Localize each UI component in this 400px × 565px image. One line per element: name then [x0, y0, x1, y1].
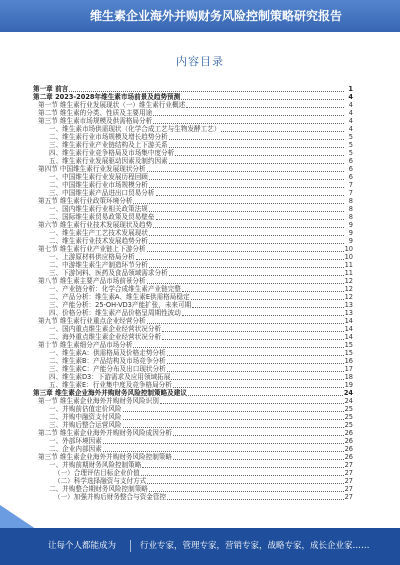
toc-entry[interactable] — [33, 437, 353, 445]
toc-entry[interactable] — [33, 381, 353, 389]
toc-entry-title: 一、并购前估值定价风险 — [49, 405, 122, 413]
toc-entry-page-number: 14 — [344, 317, 353, 325]
toc-entry-title: 一、产业链分析：化学合成维生素产业链完整 — [49, 285, 181, 293]
toc-entry[interactable] — [33, 109, 353, 117]
toc-entry-title: 一、中国维生素行业发展历程回顾 — [49, 173, 148, 181]
dot-leader — [169, 147, 344, 148]
toc-entry[interactable] — [33, 261, 353, 269]
toc-entry[interactable] — [33, 221, 353, 229]
toc-entry-title: 二、国际维生素贸易政策及贸易壁垒 — [49, 213, 155, 221]
toc-entry[interactable] — [33, 229, 353, 237]
toc-entry-page-number: 5 — [348, 149, 353, 157]
dot-leader — [173, 387, 344, 388]
toc-list — [33, 85, 353, 501]
dot-leader — [133, 203, 344, 204]
toc-entry-title: 第七节 维生素行业产业链上下游分析 — [38, 245, 146, 253]
dot-leader — [153, 115, 344, 116]
dot-leader — [149, 235, 344, 236]
toc-entry[interactable] — [33, 389, 353, 397]
dot-leader — [147, 483, 343, 484]
toc-entry-page-number: 4 — [348, 125, 353, 133]
toc-entry[interactable] — [33, 309, 353, 317]
toc-entry-page-number: 12 — [344, 277, 353, 285]
toc-entry-page-number: 24 — [344, 397, 353, 405]
toc-entry-page-number: 4 — [348, 109, 353, 117]
toc-entry-title: 一、外部环境因素 — [49, 437, 102, 445]
toc-entry-title: 第一节 维生素行业发展现状（一）维生素行业概述 — [38, 101, 186, 109]
footer-lead-text: 让每个人都能成为 — [48, 541, 117, 551]
toc-entry[interactable] — [33, 93, 353, 101]
toc-entry[interactable] — [33, 397, 353, 405]
toc-entry-page-number: 10 — [344, 253, 353, 261]
toc-entry[interactable] — [33, 125, 353, 133]
toc-entry-title: 第二节 维生素的分类、性质及主要用途 — [38, 109, 153, 117]
dot-leader — [149, 211, 344, 212]
toc-entry-page-number: 25 — [344, 413, 353, 421]
toc-entry-page-number: 13 — [344, 309, 353, 317]
toc-entry-title: 三、下游饲料、医药及食品领域需求分析 — [49, 269, 168, 277]
toc-entry-title: 第一节 维生素企业海外并购财务风险识别 — [38, 397, 159, 405]
toc-entry-title: 五、维生素行业发展驱动因素及制约因素 — [49, 157, 168, 165]
toc-entry-title: （一）合理评估目标企业价值 — [54, 469, 140, 477]
toc-entry-page-number: 9 — [348, 237, 353, 245]
toc-entry-title: 一、维生素A：供需格局及价格走势分析 — [49, 349, 166, 357]
toc-entry-title: 四、维生素行业竞争格局及市场集中度分析 — [49, 149, 175, 157]
toc-entry-title: 三、产能分析：25-OH-VD3产能扩张，未来可期 — [49, 301, 192, 309]
toc-entry[interactable] — [33, 373, 353, 381]
toc-entry-page-number: 15 — [344, 349, 353, 357]
dot-leader — [133, 347, 343, 348]
dot-leader — [175, 155, 344, 156]
dot-leader — [167, 371, 344, 372]
toc-entry[interactable] — [33, 117, 353, 125]
dot-leader — [162, 331, 344, 332]
toc-entry-title: 第二节 维生素企业海外并购财务风险成因分析 — [38, 429, 172, 437]
toc-entry-title: 二、维生素行业市场规模及增长趋势分析 — [49, 133, 168, 141]
toc-entry-page-number: 10 — [344, 245, 353, 253]
toc-entry[interactable] — [33, 341, 353, 349]
toc-entry[interactable] — [33, 213, 353, 221]
toc-entry-title: 一、维生素生产工艺技术发展现状 — [49, 229, 148, 237]
dot-leader — [149, 491, 344, 492]
dot-leader — [186, 107, 344, 108]
toc-entry-page-number: 4 — [348, 93, 353, 101]
toc-entry[interactable] — [33, 197, 353, 205]
toc-entry-page-number: 26 — [344, 445, 353, 453]
toc-entry[interactable] — [33, 181, 353, 189]
toc-entry[interactable] — [33, 277, 353, 285]
toc-entry-title: 三、中国维生素产品进出口贸易分析 — [49, 189, 155, 197]
toc-entry-page-number: 1 — [348, 85, 353, 93]
toc-entry-page-number: 4 — [348, 117, 353, 125]
toc-entry-page-number: 5 — [348, 133, 353, 141]
dot-leader — [147, 171, 344, 172]
toc-entry-title: 二、并购中融资支付风险 — [49, 413, 122, 421]
toc-entry-title: 四、维生素D3：下游需求及应用领域拓展 — [49, 373, 171, 381]
dot-leader — [156, 195, 345, 196]
dot-leader — [123, 419, 344, 420]
toc-entry[interactable] — [33, 293, 353, 301]
toc-entry[interactable] — [33, 405, 353, 413]
toc-entry[interactable] — [33, 429, 353, 437]
toc-entry-page-number: 6 — [348, 157, 353, 165]
dot-leader — [167, 499, 344, 500]
toc-entry[interactable] — [33, 269, 353, 277]
toc-entry-page-number: 16 — [344, 357, 353, 365]
toc-entry-page-number: 17 — [344, 365, 353, 373]
dot-leader — [123, 427, 344, 428]
toc-entry-title: 一、维生素市场供需现状（化学合成工艺与生物发酵工艺） — [49, 125, 221, 133]
toc-entry-title: 三、维生素行业产业链结构及上下游关系 — [49, 141, 168, 149]
dot-leader — [181, 99, 344, 100]
dot-leader — [141, 475, 344, 476]
toc-entry-title: 第三章 维生素企业海外并购财务风险控制策略及建议 — [33, 389, 187, 397]
toc-entry-page-number: 4 — [348, 101, 353, 109]
toc-entry[interactable] — [33, 445, 353, 453]
dot-leader — [182, 291, 344, 292]
toc-entry-page-number: 24 — [343, 389, 353, 397]
toc-entry-title: 一、并购前期财务风险控制策略 — [49, 461, 142, 469]
toc-entry-page-number: 7 — [348, 189, 353, 197]
toc-entry-page-number: 8 — [348, 213, 353, 221]
toc-entry-title: 二、产品分析：维生素A、维生素E供需格局稳定 — [49, 293, 190, 301]
dot-leader — [169, 275, 344, 276]
toc-entry-page-number: 27 — [344, 477, 353, 485]
toc-entry[interactable] — [33, 189, 353, 197]
toc-entry-page-number: 26 — [344, 429, 353, 437]
dot-leader — [149, 267, 344, 268]
toc-entry-page-number: 11 — [344, 261, 353, 269]
toc-entry[interactable] — [33, 165, 353, 173]
toc-entry-title: 三、并购后整合运营风险 — [49, 421, 122, 429]
toc-entry-page-number: 7 — [348, 181, 353, 189]
dot-leader — [153, 123, 344, 124]
toc-entry-title: 第九节 维生素行业重点企业经营分析 — [38, 317, 146, 325]
dot-leader — [103, 451, 344, 452]
toc-entry-title: 二、并购整合期财务风险控制策略 — [49, 485, 148, 493]
toc-entry-title: 第三节 维生素市场规模及供需格局分析 — [38, 117, 153, 125]
toc-entry[interactable] — [33, 365, 353, 373]
toc-entry-title: 第四节 中国维生素行业发展现状分析 — [38, 165, 146, 173]
toc-entry-page-number: 13 — [344, 301, 353, 309]
dot-leader — [169, 139, 344, 140]
toc-entry-title: 第二章 2023-2028年维生素市场前景及趋势预测 — [33, 93, 181, 101]
dot-leader — [173, 459, 344, 460]
toc-entry-title: 五、维生素E：行业集中度及竞争格局分析 — [49, 381, 172, 389]
toc-entry-page-number: 25 — [344, 421, 353, 429]
toc-entry-title: 一、国内维生素行业相关政策法规 — [49, 205, 148, 213]
toc-entry-title: 二、海外重点维生素企业经营状况分析 — [49, 333, 162, 341]
toc-entry[interactable] — [33, 245, 353, 253]
dot-leader — [188, 395, 343, 396]
toc-entry-title: 二、企业内部因素 — [49, 445, 102, 453]
toc-entry[interactable] — [33, 173, 353, 181]
toc-entry[interactable] — [33, 157, 353, 165]
toc-entry-title: 一、上游原材料供应格局分析 — [49, 253, 135, 261]
toc-entry[interactable] — [33, 357, 353, 365]
dot-leader — [149, 187, 344, 188]
dot-leader — [147, 323, 344, 324]
toc-entry-title: 一、国内重点维生素企业经营状况分析 — [49, 325, 162, 333]
toc-entry-page-number: 27 — [344, 485, 353, 493]
toc-entry-title: 第八节 维生素主要产品市场前景分析 — [38, 277, 146, 285]
dot-leader — [167, 355, 344, 356]
toc-entry-page-number: 8 — [348, 197, 353, 205]
toc-entry-page-number: 9 — [348, 221, 353, 229]
toc-entry[interactable] — [33, 477, 353, 485]
toc-entry-page-number: 14 — [344, 325, 353, 333]
toc-entry-page-number: 15 — [344, 341, 353, 349]
toc-entry-page-number: 25 — [344, 405, 353, 413]
toc-entry[interactable] — [33, 253, 353, 261]
dot-leader — [221, 131, 344, 132]
dot-leader — [160, 403, 344, 404]
toc-entry-page-number: 19 — [344, 381, 353, 389]
toc-entry[interactable] — [33, 413, 353, 421]
toc-entry-title: 第十节 维生素细分产品市场分析 — [38, 341, 133, 349]
dot-leader — [191, 299, 344, 300]
toc-entry-page-number: 26 — [344, 453, 353, 461]
toc-entry[interactable] — [33, 301, 353, 309]
toc-entry-title: 三、维生素C：产能分布及出口现状分析 — [49, 365, 166, 373]
toc-entry-title: 二、中国维生素行业市场规模分析 — [49, 181, 148, 189]
toc-entry-title: 二、中游维生素生产制造环节分析 — [49, 261, 148, 269]
dot-leader — [182, 315, 344, 316]
toc-entry-page-number: 18 — [344, 373, 353, 381]
toc-entry[interactable] — [33, 141, 353, 149]
toc-entry-title: （二）科学选择融资与支付方式 — [54, 477, 147, 485]
toc-entry[interactable] — [33, 469, 353, 477]
dot-leader — [149, 179, 344, 180]
toc-entry-page-number: 6 — [348, 165, 353, 173]
dot-leader — [169, 163, 344, 164]
toc-entry-title: 二、维生素行业技术发展趋势分析 — [49, 237, 148, 245]
toc-entry[interactable] — [33, 453, 353, 461]
report-title: 维生素企业海外并购财务风险控制策略研究报告 — [89, 9, 342, 23]
toc-entry[interactable] — [33, 461, 353, 469]
toc-entry-page-number: 9 — [348, 229, 353, 237]
toc-entry[interactable] — [33, 133, 353, 141]
toc-entry-page-number: 5 — [348, 141, 353, 149]
dot-leader — [171, 379, 343, 380]
toc-entry-page-number: 26 — [344, 437, 353, 445]
dot-leader — [103, 443, 344, 444]
dot-leader — [173, 435, 344, 436]
footer-divider — [130, 540, 131, 552]
toc-entry-page-number: 27 — [344, 461, 353, 469]
toc-entry[interactable] — [33, 317, 353, 325]
toc-entry-title: 第一章 前言 — [33, 85, 69, 93]
toc-entry[interactable] — [33, 493, 353, 501]
dot-leader — [153, 227, 344, 228]
dot-leader — [123, 411, 344, 412]
dot-leader — [69, 91, 344, 92]
toc-entry-title: 第五节 维生素行业政策环境分析 — [38, 197, 133, 205]
dot-leader — [149, 243, 344, 244]
toc-entry-page-number: 27 — [344, 493, 353, 501]
toc-entry-title: 第三节 维生素企业海外并购财务风险控制策略 — [38, 453, 172, 461]
dot-leader — [192, 307, 343, 308]
dot-leader — [147, 251, 344, 252]
toc-entry[interactable] — [33, 149, 353, 157]
toc-entry-title: 四、价格分析：维生素产品价格呈周期性波动 — [49, 309, 181, 317]
footer-slogan: 行业专家，管理专家，营销专家，战略专家，成长企业家…… — [140, 541, 370, 551]
toc-entry[interactable] — [33, 325, 353, 333]
toc-entry[interactable] — [33, 237, 353, 245]
toc-entry-page-number: 12 — [344, 285, 353, 293]
dot-leader — [136, 259, 344, 260]
report-footer-banner — [0, 528, 400, 565]
toc-heading: 内容目录 — [176, 55, 224, 68]
toc-entry-page-number: 8 — [348, 205, 353, 213]
toc-entry-page-number: 12 — [344, 293, 353, 301]
dot-leader — [147, 283, 344, 284]
toc-entry-title: （一）加强并购后财务整合与资金管控 — [54, 493, 167, 501]
dot-leader — [167, 363, 344, 364]
toc-entry-title: 第六节 维生素行业技术发展现状及趋势 — [38, 221, 153, 229]
toc-entry[interactable] — [33, 205, 353, 213]
dot-leader — [142, 467, 343, 468]
toc-entry-page-number: 11 — [344, 269, 353, 277]
toc-entry[interactable] — [33, 485, 353, 493]
toc-entry[interactable] — [33, 85, 353, 93]
toc-entry[interactable] — [33, 421, 353, 429]
toc-entry[interactable] — [33, 101, 353, 109]
toc-entry-page-number: 6 — [348, 173, 353, 181]
toc-entry-title: 二、维生素B：产品结构及市场竞争分析 — [49, 357, 166, 365]
toc-entry-page-number: 14 — [344, 333, 353, 341]
toc-entry[interactable] — [33, 333, 353, 341]
report-header-banner — [0, 0, 400, 32]
toc-entry-page-number: 27 — [344, 469, 353, 477]
toc-entry[interactable] — [33, 349, 353, 357]
dot-leader — [156, 219, 345, 220]
dot-leader — [162, 339, 344, 340]
toc-entry[interactable] — [33, 285, 353, 293]
